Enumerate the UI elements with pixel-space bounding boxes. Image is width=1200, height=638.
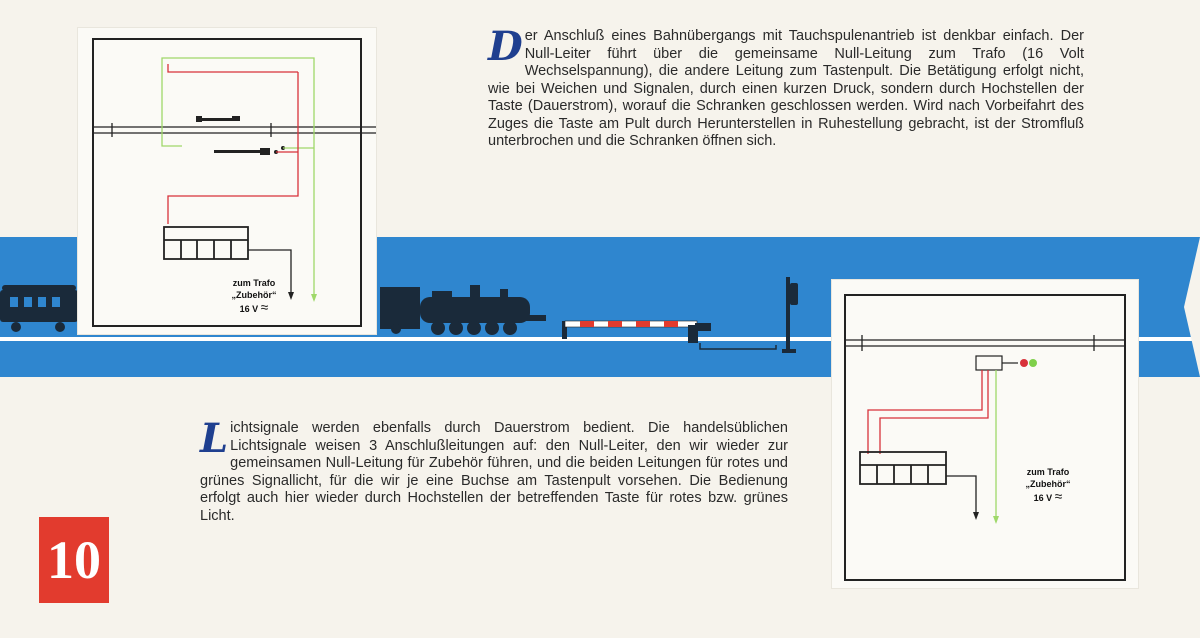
red-wire-1 <box>868 370 982 454</box>
label-line-2: „Zubehör“ <box>231 290 277 300</box>
wiring-diagram-light-signal <box>832 280 1138 588</box>
barrier-lower <box>214 146 285 155</box>
barrier-upper <box>196 116 240 122</box>
drop-cap-d: D <box>488 23 523 70</box>
wiring-diagram-level-crossing <box>78 28 376 334</box>
locomotive-silhouette <box>380 285 546 335</box>
page-number: 10 <box>39 517 109 603</box>
red-wire-2 <box>880 370 988 454</box>
paragraph-text: ichtsignale werden ebenfalls durch Dauerstrom bedient. Die handelsüblichen Lichtsignale weisen 3 Anschlußleitungen auf: den Null-Leiter, den wir wieder zur gemeinsamen Null-Leitung für Zubehör führen, und die beiden Leitungen für rotes und grünes Signallicht, für die wir je eine Buchse am Tastenpult vorsehen. Die Bedienung erfolgt auch hier wieder durch Hochstellen der betreffenden Taste für rotes bzw. grünes Licht. <box>200 420 788 524</box>
key-panel <box>860 452 946 484</box>
green-signal-light <box>1029 359 1037 367</box>
trafo-label-right <box>1010 466 1086 504</box>
level-crossing <box>562 321 776 349</box>
red-signal-light <box>1020 359 1028 367</box>
ac-symbol: ≈ <box>260 299 269 315</box>
coach-silhouette <box>0 285 78 332</box>
paragraph-level-crossing <box>488 23 1084 151</box>
light-signal-wiring <box>832 280 1138 588</box>
label-voltage: 16 V <box>239 304 259 314</box>
paragraph-light-signals <box>200 415 788 525</box>
signal-base <box>976 356 1002 370</box>
label-voltage: 16 V <box>1033 493 1053 503</box>
trafo-label-left <box>216 277 292 315</box>
ac-symbol: ≈ <box>1054 488 1063 504</box>
light-signal-mast <box>782 277 798 353</box>
paragraph-text: er Anschluß eines Bahnübergangs mit Tauchspulenantrieb ist denkbar einfach. Der Null-Leiter führt über die gemeinsame Null-Leitung zum Trafo (16 Volt Wechselspannung), die andere Leitung zum Tastenpult. Die Betätigung erfolgt nicht, wie bei Weichen und Signalen, durch einen kurzen Druck, sondern durch Hochstellen der Taste (Dauerstrom), worauf die Schranken geschlossen werden. Wird nach Vorbeifahrt des Zuges die Taste am Pult durch Herunterstellen in Ruhestellung gebracht, ist der Stromfluß unterbrochen und die Schranken öffnen sich. <box>488 28 1084 149</box>
red-wire <box>168 72 298 224</box>
drop-cap-l: L <box>200 415 229 462</box>
label-line-1: zum Trafo <box>232 278 276 288</box>
label-line-1: zum Trafo <box>1026 467 1070 477</box>
key-panel <box>164 227 248 259</box>
label-line-2: „Zubehör“ <box>1025 479 1071 489</box>
